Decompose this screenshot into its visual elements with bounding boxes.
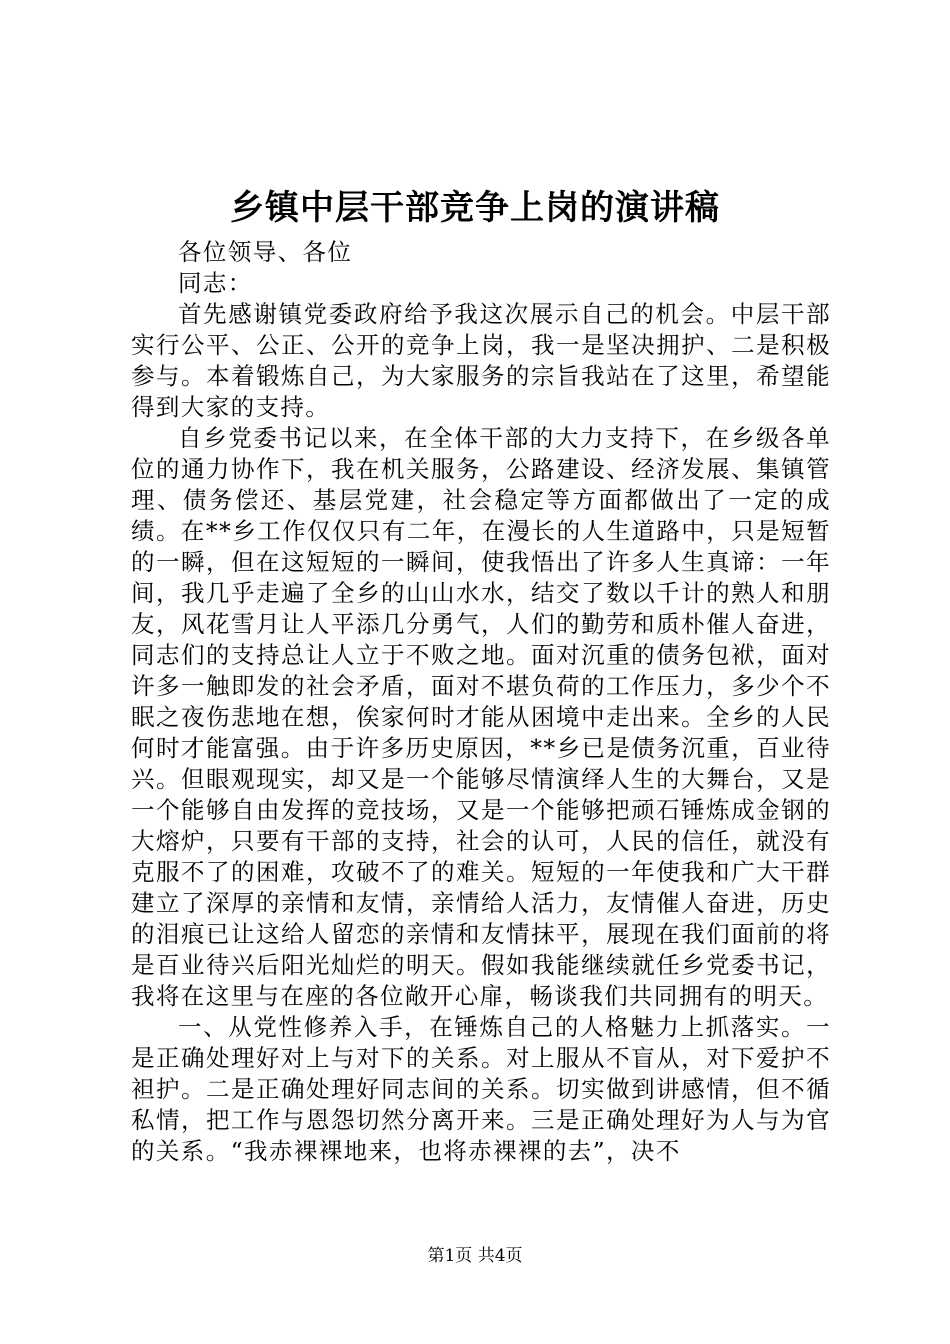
- paragraph-1: 首先感谢镇党委政府给予我这次展示自己的机会。中层干部实行公平、公正、公开的竞争上岗，我一是坚决拥护、二是积极参与。本着锻炼自己，为大家服务的宗旨我站在了这里，希望能得到大家的支持。: [131, 300, 831, 421]
- page-footer: 第1页 共4页: [427, 1246, 523, 1266]
- salutation-line-2: 同志：: [178, 269, 253, 297]
- salutation-line-1: 各位领导、各位: [178, 238, 353, 266]
- document-body: [131, 237, 831, 1167]
- paragraph-2: 自乡党委书记以来，在全体干部的大力支持下，在乡级各单位的通力协作下，我在机关服务，公路建设、经济发展、集镇管理、债务偿还、基层党建，社会稳定等方面都做出了一定的成绩。在**乡工作仅仅只有二年，在漫长的人生道路中，只是短暂的一瞬，但在这短短的一瞬间，使我悟出了许多人生真谛：一年间，我几乎走遍了全乡的山山水水，结交了数以千计的熟人和朋友，风花雪月让人平添几分勇气，人们的勤劳和质朴催人奋进，同志们的支持总让人立于不败之地。面对沉重的债务包袱，面对许多一触即发的社会矛盾，面对不堪负荷的工作压力，多少个不眠之夜伤悲地在想，俟家何时才能从困境中走出来。全乡的人民何时才能富强。由于许多历史原因，**乡已是债务沉重，百业待兴。但眼观现实，却又是一个能够尽情演绎人生的大舞台，又是一个能够自由发挥的竞技场，又是一个能够把顽石锤炼成金钢的大熔炉，只要有干部的支持，社会的认可，人民的信任，就没有克服不了的困难，攻破不了的难关。短短的一年使我和广大干群建立了深厚的亲情和友情，亲情给人活力，友情催人奋进，历史的泪痕已让这给人留恋的亲情和友情抹平，展现在我们面前的将是百业待兴后阳光灿烂的明天。假如我能继续就任乡党委书记，我将在这里与在座的各位敞开心扉，畅谈我们共同拥有的明天。: [131, 424, 831, 1010]
- document-title: 乡镇中层干部竞争上岗的演讲稿: [230, 188, 720, 228]
- paragraph-3: 一、从党性修养入手，在锤炼自己的人格魅力上抓落实。一是正确处理好对上与对下的关系。对上服从不盲从，对下爱护不袒护。二是正确处理好同志间的关系。切实做到讲感情，但不循私情，把工作与恩怨切然分离开来。三是正确处理好为人与为官的关系。“我赤裸裸地来，也将赤裸裸的去”，决不: [131, 1013, 831, 1165]
